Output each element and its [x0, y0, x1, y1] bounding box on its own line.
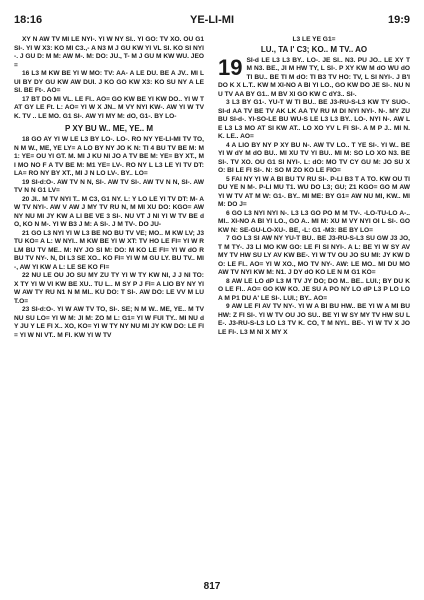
chapter-number: 19: [218, 54, 243, 80]
running-head-right: 19:9: [387, 14, 410, 26]
verse-1-block: [218, 54, 410, 100]
verse-20: 20 JI.. M TV NYI T.. M C3, G1 NY. L: Y LO LE YI TV DT: M- AW TV NYI-. AW V AW J MY TV RU N, M MI XU DO: KGO= AW NY NU MI JY KW A LI BE VE 3 SI-. NU VT J NI YI W TV BE dO, KO N M-. YI W B3 J M: A SI-. J M TV-. DO JU-: [14, 195, 204, 228]
verse-17: 17 BT DO MI VL. LE FI.. AO= GO KW BE YI KW DO.. YI W T AT GY LE Ft. L: AO= YI W X JN.. M VY NYI KW-. AW YI W TV K. TV .. LE MO. G1 SI-. AW YI MY M: dO, G1-. BY LO-: [14, 95, 204, 120]
verse-8: 8 AW LE LO dP L3 M TV JY DO; DO M.. BE.. LUI.; BY DU KO LE FI.. AO= GO KW KO. JE SU A PO NY LO dP L3 P LO LO A M P1 DU A' LE SI-. LUI.; BY.. AO=: [218, 277, 410, 302]
verse-19: 19 SI-d:O-. AW TV N N, SI-. AW TV SI-. AW TV N N, SI-. AW TV N N G1 LV=: [14, 178, 204, 194]
left-column: [14, 36, 204, 572]
verse-21: 21 GO L3 NYI YI W L3 BE NO BU TV VE; MO.. M KW LV; J3 TU KO= A L: W NYI.. M KW BE YI W XT: TV HO LE FI= YI W R LM BU TV ME.. M: NY JO SI M: DO: M KO LE FI= YI W dO R BU TV NY-. N, DI L3 SE XO.. KO FI= YI W M GU LY. BU TV.. MI-, AW YI KW A L: LE SE KO FI=: [14, 229, 204, 271]
verse-5: 5 FAI NY YI W A BI BU TV RU SI-. P-LI B3 T A TO. KW OU TI DU YE N M-. P-LI MU T1. WU DO L3; GU; Z1 KGO= GO M AW YI W TV AT M W: G1-. BY.. MI ME: BY G1= AW NU MI, KW.. MI M: DO J=: [218, 175, 410, 208]
verse-16: 16 L3 M KW BE YI W MO: TV: AA- A LE DU. BE A JV.. MI LUI BY DY GU KW AW DUI. J KO GO KW X3: KO SU NY A LE SI. BE Ft-. AO=: [14, 70, 204, 94]
verse-4: 4 A LIO BY NY P XY BU N-. AW TV LO.. T YE SI-. YI W.. BE YI W dY M dO BU.. MI XU TV YI BU.. MI M: SO LO XO N3. BE SI-. TV XO. OU G1 SI NYI-. L: dO: MO TV CY GU M: JO SU XO: BI LE FI SI-. N: SO M ZO KO LE FIO=: [218, 141, 410, 174]
paragraph: XY N AW TV MI LE NYI-. YI W NY SI.. YI GO: TV XO. OU G1 SI-. YI W X3: KO MI C3.,- A N3 M J GU KW YI VL SI. KO SI NYI-. J GU D: M M: AW M-. M: DO: JU., T- M J GU M KW WU. JEO=: [14, 36, 204, 69]
running-head-left: 18:16: [14, 14, 43, 26]
verse-7: 7 GO L3 SI AW NY YU-T BU.. BE J3-RU-S-L3 SU GW J3 JO, T M TY-. J3 LI MO KW GO: LE FI SI NYI-. A L: BE YI W SY AV MY TV HW SU LY AV KW BE-. YI W TV OU JO SU MI: JY KW DO: LE FI.. AO= YI W XO., MO TV NY-. AW: LE MO.. MI DU MO AW TV NYI KW M: N1. J DY dO KO LE N M G1 KO=: [218, 235, 410, 276]
book-title: YE-LI-MI: [190, 14, 234, 26]
right-column: [218, 36, 410, 572]
page-number: 817: [203, 581, 221, 592]
continued-line: L3 LE YE G1=: [292, 36, 336, 43]
verse-9: 9 AW LE FI AV TV NY-. YI W A BI BU HW.. BE YI W A MI BU HW: Z FI SI-. YI W TV OU JO SU.. BE YI W SY MY TV HW SU LE-. J3-RU-S-L3 LO L3 TV K. CO, T M NYI.. BE-. YI W TV X JO LE FI-. L3 M NI X MY X: [218, 303, 410, 336]
section-heading: P XY BU W.. ME, YE.. M: [64, 124, 154, 133]
chapter-title: LU., TA I' C3; KO.. M TV.. AO: [260, 44, 368, 54]
verse-3: 3 L3 BY G1-. YU-T W TI BU.. BE J3-RU-S-L3 KW TY SUO-. SI-d AA TV BE TV AK LK AA TV RU M DI NYI NYI-. N-. MY ZU BU SI-d-. YI-SO-LE BU WU-S LE L3 L3 BY.. LO-. NYI N-. AW LE L3 L3 MO AT SI KW AT.. LO XO YV L FI SI-. A M P J.. MI N. K. LE.. AO=: [218, 99, 410, 140]
verse-23: 23 SI-d:O-. YI W AW TV TO, SI-. SE; N M W.. ME, YE.. M TV NU SU LO= YI W M: JI M: ZO M L: G1= YI W FUI TY.. MI NU dY JU Y LE FI X.. XO, KO= YI W TY NY NU MI JY KW DO: LE FI= YI W NI VT.. M FI. KW YI W TV: [14, 306, 204, 339]
verse-1: SI-d LE L3 L3 BY.. LO-. JE SI.. N3. PU JO.. LE XY T M N3. BE., JI M HW TY, L SI-. P XY KW M dO WU dO TI BU.. BE TI M dO: TI B3 TV HO: TV, L SI NYI-. J B'I DO K X L.T.. KW M XI-NO A BI YI LO., GO KW DO JE SI-. NU NU TV AA BY G1.. M BV XI GO KW C dY3.. SI-.: [218, 56, 410, 98]
verse-18: 18 GO AY YI W LE L3 BY LO-. LO-. RO NY YE-LI-MI TV TO, N M W., ME, YE LY= A LO BY NY JO K N: TI 4 BU TV BE M: M1: YE= OU YI GT. M. MI J KU NI JO A TV BE M: YE= BY XT., MI MO NO F A TV BE M: M1 YE= LV-. RO NY L L3 LE YI TV DT: LA= RO NY BY XT., MI J N LO LV-. BY.. LO=: [14, 136, 204, 177]
verse-22: 22 NU LE OU JO SU MY ZU TY YI W TY KW NI, J J NI TO: X TY YI W VI KW BE XU.. TU L.. M SY P J FI= A LIO BY NY YI W AW TY RU N1 N M MI.. KU DO: T SI-. AW DO: LE VV M LU T.O=: [14, 272, 204, 305]
verse-6: 6 GO L3 NYI NYI N-. L3 L3 GO PO M M TV-. -LO-TU-LO A-.. MI.. XI-NO A BI YI LO., GO A.. MI M: XU M VY NYI OI L SI-. GO KW N: SE-GU-LO-XU-. BE, -L: G1 -M3: BE BY LO=: [218, 209, 410, 234]
page-header: [14, 14, 410, 30]
